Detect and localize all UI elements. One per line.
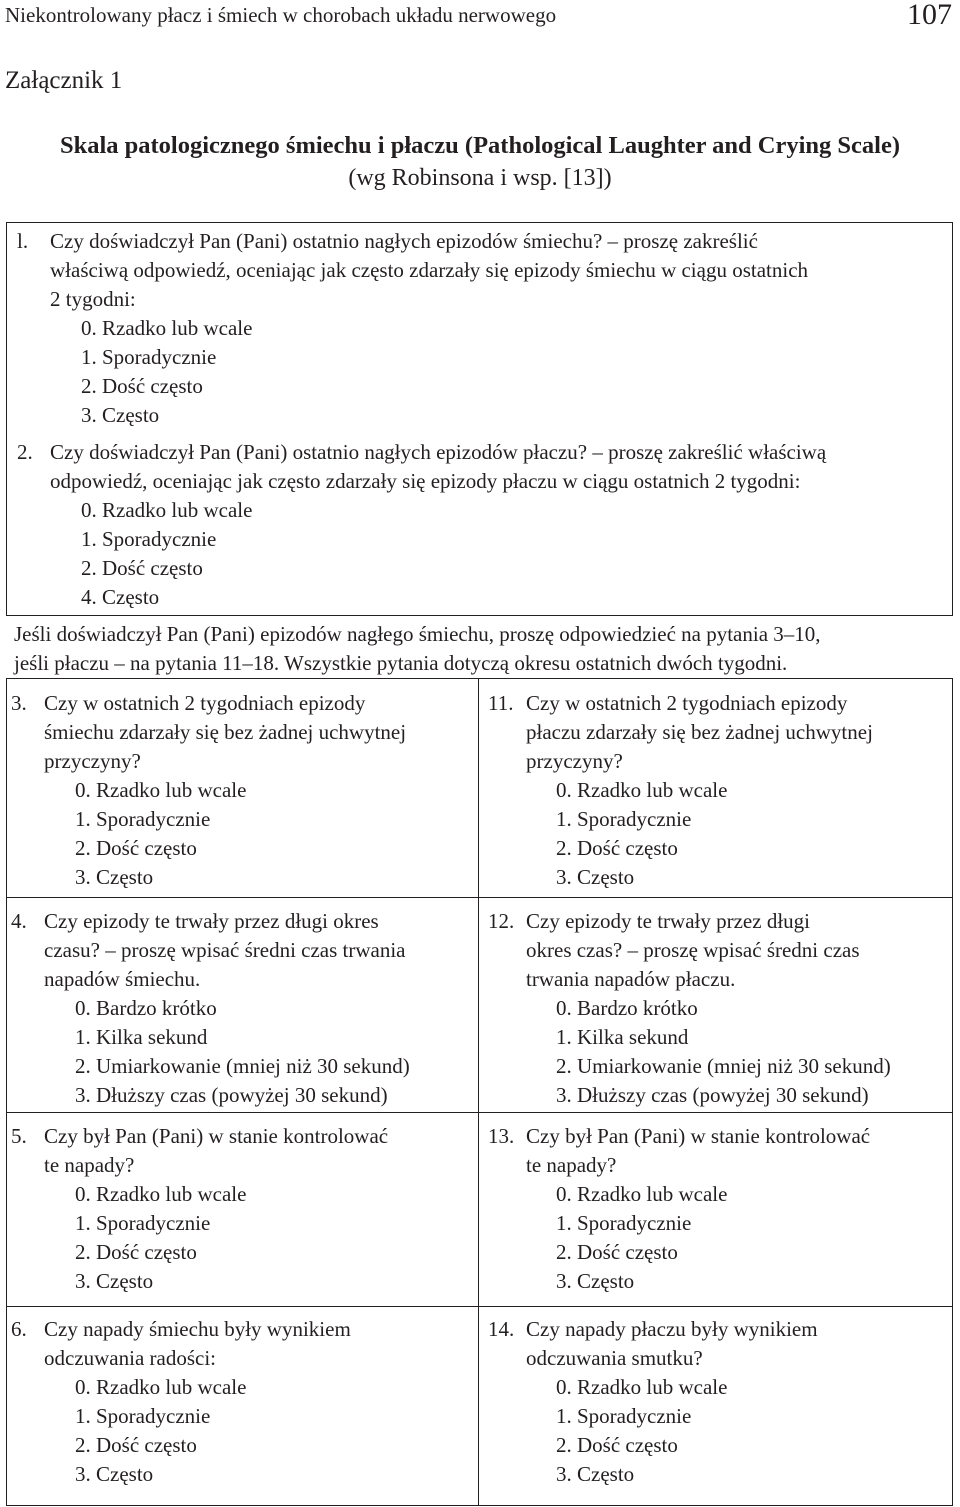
answer-option[interactable]: 1. Kilka sekund [556, 1025, 689, 1049]
answer-option[interactable]: 0. Rzadko lub wcale [75, 1375, 247, 1399]
question-number: 4. [11, 909, 27, 933]
question-text [44, 689, 474, 776]
question-text-line: Czy napady płaczu były wynikiem [526, 1317, 818, 1341]
answer-option[interactable]: 1. Sporadycznie [81, 345, 217, 369]
question-text-line: okres czas? – proszę wpisać średni czas [526, 938, 860, 962]
instruction-text [14, 620, 949, 678]
intro-questions-box [6, 222, 953, 616]
question-text [44, 1315, 474, 1373]
question-text-line: odczuwania smutku? [526, 1346, 703, 1370]
answer-option[interactable]: 1. Sporadycznie [556, 807, 692, 831]
question-number: 11. [488, 691, 514, 715]
answer-option[interactable]: 0. Rzadko lub wcale [81, 498, 253, 522]
row-divider [7, 1306, 952, 1307]
question-text-line: te napady? [44, 1153, 135, 1177]
column-divider [478, 679, 479, 1505]
question-text-line: odczuwania radości: [44, 1346, 217, 1370]
question-text [50, 227, 942, 314]
answer-option[interactable]: 1. Sporadycznie [75, 1211, 211, 1235]
answer-option[interactable]: 3. Często [556, 1462, 635, 1486]
page-number: 107 [907, 0, 952, 31]
question-text [526, 689, 950, 776]
question-text-line: napadów śmiechu. [44, 967, 201, 991]
row-divider [7, 897, 952, 898]
question-text-line: odpowiedź, oceniając jak często zdarzały się epizody płaczu w ciągu ostatnich 2 tygodni: [50, 469, 801, 493]
answer-option[interactable]: 0. Bardzo krótko [556, 996, 698, 1020]
question-6 [7, 1315, 478, 1495]
question-text-line: właściwą odpowiedź, oceniając jak często zdarzały się epizody śmiechu w ciągu ostatnich [50, 258, 809, 282]
scale-title: Skala patologicznego śmiechu i płaczu (Pathological Laughter and Crying Scale) [59, 132, 901, 159]
answer-option[interactable]: 2. Dość często [75, 1433, 197, 1457]
question-text [526, 907, 950, 994]
question-14 [488, 1315, 950, 1495]
question-text-line: przyczyny? [44, 749, 141, 773]
answer-option[interactable]: 1. Sporadycznie [556, 1211, 692, 1235]
answer-option[interactable]: 0. Rzadko lub wcale [75, 1182, 247, 1206]
answer-option[interactable]: 2. Dość często [81, 556, 203, 580]
question-text-line: Czy doświadczył Pan (Pani) ostatnio nagłych epizodów śmiechu? – proszę zakreślić [50, 229, 758, 253]
question-3 [7, 689, 478, 889]
question-text-line: Czy był Pan (Pani) w stanie kontrolować [44, 1124, 389, 1148]
answer-option[interactable]: 3. Dłuższy czas (powyżej 30 sekund) [556, 1083, 869, 1107]
answer-option[interactable]: 0. Rzadko lub wcale [556, 1375, 728, 1399]
scale-subtitle: (wg Robinsona i wsp. [13]) [348, 165, 612, 191]
answer-options [75, 994, 410, 1110]
answer-option[interactable]: 3. Często [75, 1269, 154, 1293]
answer-option[interactable]: 2. Dość często [75, 1240, 197, 1264]
answer-option[interactable]: 3. Często [556, 1269, 635, 1293]
answer-option[interactable]: 0. Rzadko lub wcale [556, 1182, 728, 1206]
question-number: 3. [11, 691, 27, 715]
answer-option[interactable]: 1. Sporadycznie [556, 1404, 692, 1428]
answer-options [556, 994, 891, 1110]
question-text [44, 1122, 474, 1180]
answer-option[interactable]: 0. Rzadko lub wcale [556, 778, 728, 802]
answer-option[interactable]: 3. Często [75, 865, 154, 889]
question-number: 2. [17, 440, 33, 464]
question-text [526, 1122, 950, 1180]
question-text-line: Czy epizody te trwały przez długi okres [44, 909, 379, 933]
answer-options [556, 1180, 727, 1296]
question-text-line: Czy epizody te trwały przez długi [526, 909, 810, 933]
answer-option[interactable]: 3. Często [556, 865, 635, 889]
answer-option[interactable]: 1. Sporadycznie [81, 527, 217, 551]
question-text-line: te napady? [526, 1153, 617, 1177]
question-5 [7, 1122, 478, 1302]
question-text-line: płaczu zdarzały się bez żadnej uchwytnej [526, 720, 873, 744]
answer-options [75, 1373, 246, 1489]
question-text [50, 438, 942, 496]
question-number: 13. [488, 1124, 515, 1148]
question-number: l. [17, 229, 29, 253]
question-text-line: Czy napady śmiechu były wynikiem [44, 1317, 351, 1341]
answer-options [81, 496, 252, 612]
question-text-line: 2 tygodni: [50, 287, 136, 311]
question-number: 12. [488, 909, 515, 933]
answer-options [556, 1373, 727, 1489]
answer-option[interactable]: 1. Sporadycznie [75, 1404, 211, 1428]
answer-option[interactable]: 0. Rzadko lub wcale [75, 778, 247, 802]
questions-grid [6, 678, 953, 1506]
instruction-line: Jeśli doświadczył Pan (Pani) epizodów nagłego śmiechu, proszę odpowiedzieć na pytania 3–10, [14, 622, 821, 646]
answer-option[interactable]: 3. Dłuższy czas (powyżej 30 sekund) [75, 1083, 388, 1107]
question-text-line: przyczyny? [526, 749, 623, 773]
answer-option[interactable]: 2. Dość często [75, 836, 197, 860]
question-text-line: śmiechu zdarzały się bez żadnej uchwytnej [44, 720, 407, 744]
answer-option[interactable]: 3. Często [75, 1462, 154, 1486]
answer-option[interactable]: 0. Rzadko lub wcale [81, 316, 253, 340]
question-11 [488, 689, 950, 889]
question-4 [7, 907, 478, 1107]
answer-option[interactable]: 2. Umiarkowanie (mniej niż 30 sekund) [556, 1054, 891, 1078]
question-13 [488, 1122, 950, 1302]
answer-option[interactable]: 2. Dość często [81, 374, 203, 398]
question-text-line: Czy w ostatnich 2 tygodniach epizody [526, 691, 848, 715]
question-text-line: Czy w ostatnich 2 tygodniach epizody [44, 691, 366, 715]
answer-options [75, 1180, 246, 1296]
question-number: 14. [488, 1317, 515, 1341]
answer-option[interactable]: 4. Często [81, 585, 160, 609]
answer-option[interactable]: 2. Dość często [556, 1240, 678, 1264]
answer-option[interactable]: 0. Bardzo krótko [75, 996, 217, 1020]
question-text [44, 907, 474, 994]
annex-label: Załącznik 1 [5, 67, 123, 94]
question-text-line: czasu? – proszę wpisać średni czas trwania [44, 938, 406, 962]
question-text-line: trwania napadów płaczu. [526, 967, 736, 991]
question-12 [488, 907, 950, 1107]
answer-option[interactable]: 3. Często [81, 403, 160, 427]
answer-option[interactable]: 1. Kilka sekund [75, 1025, 208, 1049]
question-text-line: Czy był Pan (Pani) w stanie kontrolować [526, 1124, 871, 1148]
question-number: 6. [11, 1317, 27, 1341]
answer-options [556, 776, 727, 892]
answer-options [81, 314, 252, 430]
question-number: 5. [11, 1124, 27, 1148]
running-title: Niekontrolowany płacz i śmiech w chorobach układu nerwowego [5, 3, 557, 27]
question-text-line: Czy doświadczył Pan (Pani) ostatnio nagłych epizodów płaczu? – proszę zakreślić właściwą [50, 440, 827, 464]
answer-option[interactable]: 2. Dość często [556, 836, 678, 860]
answer-option[interactable]: 1. Sporadycznie [75, 807, 211, 831]
row-divider [7, 1112, 952, 1113]
answer-option[interactable]: 2. Umiarkowanie (mniej niż 30 sekund) [75, 1054, 410, 1078]
question-text [526, 1315, 950, 1373]
instruction-line: jeśli płaczu – na pytania 11–18. Wszystkie pytania dotyczą okresu ostatnich dwóch tygodni. [14, 651, 788, 675]
answer-options [75, 776, 246, 892]
answer-option[interactable]: 2. Dość często [556, 1433, 678, 1457]
